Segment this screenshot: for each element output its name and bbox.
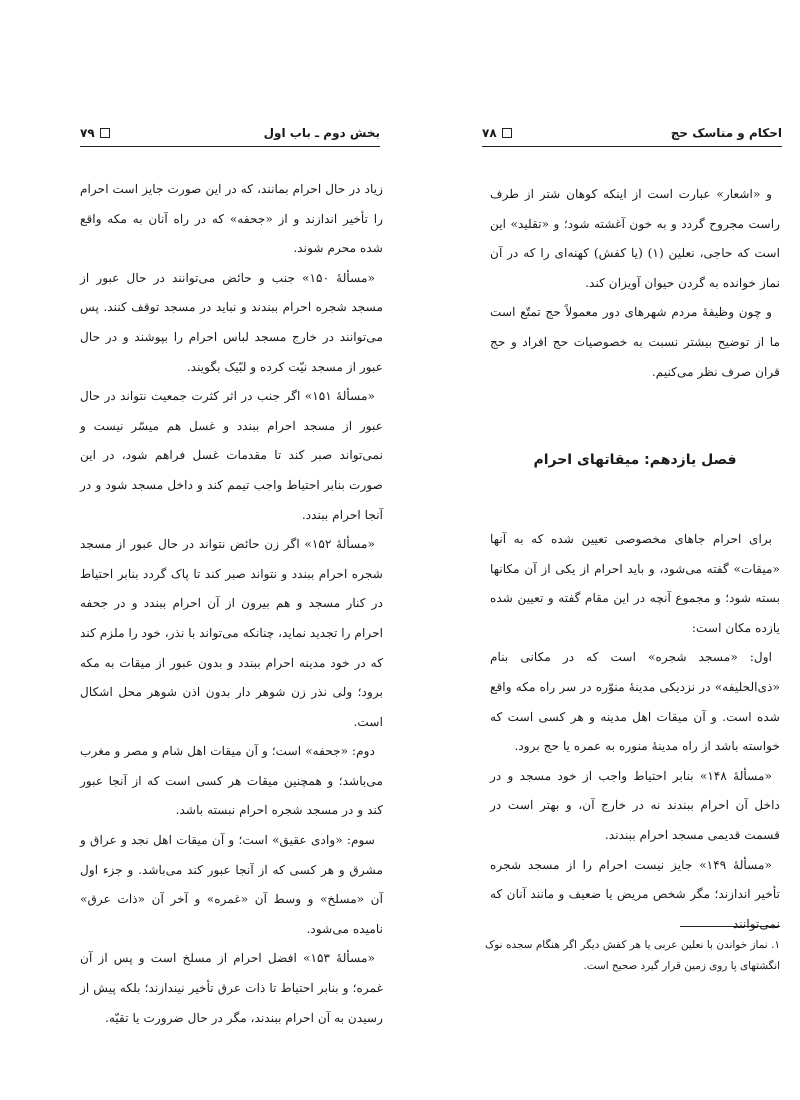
running-title: احکام و مناسک حج [670,126,782,140]
right-page-body-top [490,180,780,387]
paragraph: برای احرام جاهای مخصوصی تعیین شده که به آنها «میقات» گفته می‌شود، و باید احرام از یکی از آن مکانها بسته شود؛ و مجموع آنچه در این مقام گفته و تعیین شده یازده مکان است: [490,532,780,635]
paragraph: زیاد در حال احرام بمانند، که در این صورت جایز است احرام را تأخیر اندازند و از «جحفه» که در راه آنان به مکه واقع شده محرم شوند. [80,182,383,256]
paragraph: «مسألهٔ ۱۴۹» جایز نیست احرام را از مسجد شجره تأخیر اندازند؛ مگر شخص مریض یا ضعیف و مانند آنان که نمی‌توانند [490,857,780,931]
left-page-body [80,175,383,1033]
paragraph: و چون وظیفهٔ مردم شهرهای دور معمولاً حج تمتّع است ما از توضیح بیشتر نسبت به خصوصیات حج افراد و حج قران صرف نظر می‌کنیم. [490,305,780,379]
page-number: ۷۹ [80,126,110,140]
footnote: ۱. نماز خواندن با نعلین عربی یا هر کفش دیگر اگر هنگام سجده نوک انگشتهای پا روی زمین قرار گیرد صحیح است. [485,939,780,972]
paragraph: و «اشعار» عبارت است از اینکه کوهان شتر از طرف راست مجروح گردد و به خون آغشته شود؛ و «تقلید» این است که حاجی، نعلین (۱) (یا کفش) کهنه‌ای را که در آن نماز خوانده به گردن حیوان آویزان کند. [490,187,780,290]
footnote-divider [680,926,780,927]
chapter-title: فصل یازدهم: میقاتهای احرام [533,452,737,468]
page-number: ۷۸ [482,126,512,140]
paragraph: اول: «مسجد شجره» است که در مکانی بنام «ذی‌الحلیفه» در نزدیکی مدینهٔ منوّره در سر راه مکه واقع شده است. و آن میقات اهل مدینه و هر کسی است که خواسته باشد از راه مدینهٔ منوره به عمره یا حج برود. [490,650,780,754]
right-page [400,0,800,1100]
paragraph: سوم: «وادی عقیق» است؛ و آن میقات اهل نجد و عراق و مشرق و هر کسی که از آنجا عبور کند می‌باشد. و جزء اول آن «مسلخ» و وسط آن «غمره» و آخر آن «ذات عرق» نامیده می‌شود. [80,833,383,936]
paragraph: «مسألهٔ ۱۵۲» اگر زن حائض نتواند در حال عبور از مسجد شجره احرام ببندد و نتواند صبر کند تا پاک گردد بنابر احتیاط در کنار مسجد و هم بیرون از آن احرام ببندد و در جحفه احرام را تجدید نماید، چنانکه می‌تواند با نذر، خود را ملزم کند که در خود مدینه احرام ببندد و بدون عبور از میقات به مکه برود؛ ولی نذر زن شوهر دار بدون اذن شوهر محل اشکال است. [80,537,383,729]
running-title: بخش دوم ـ باب اول [263,126,380,140]
paragraph: «مسألهٔ ۱۴۸» بنابر احتیاط واجب از خود مسجد و در داخل آن احرام ببندند نه در خارج آن، و بهتر است در قسمت قدیمی مسجد احرام ببندند. [490,768,780,842]
square-ornament-icon [100,128,110,138]
square-ornament-icon [502,128,512,138]
paragraph: «مسألهٔ ۱۵۳» افضل احرام از مسلخ است و پس از آن غمره؛ و بنابر احتیاط تا ذات عرق تأخیر نیندازند؛ بلکه پیش از رسیدن به آن احرام ببندند، مگر در حال ضرورت یا تقیّه. [80,951,383,1025]
paragraph: دوم: «جحفه» است؛ و آن میقات اهل شام و مصر و مغرب می‌باشد؛ و همچنین میقات هر کسی است که از آنجا عبور کند و در مسجد شجره احرام نبسته باشد. [80,744,383,818]
right-page-body-bottom [490,525,780,939]
paragraph: «مسألهٔ ۱۵۱» اگر جنب در اثر کثرت جمعیت نتواند در حال عبور از مسجد احرام ببندد و غسل هم میسّر نیست و نمی‌تواند صبر کند تا مقدمات غسل فراهم شود، در این صورت بنابر احتیاط واجب تیمم کند و داخل مسجد شود و در آنجا احرام ببندد. [80,389,383,522]
paragraph: «مسألهٔ ۱۵۰» جنب و حائض می‌توانند در حال عبور از مسجد شجره احرام ببندند و نباید در مسجد توقف کنند. پس می‌توانند در خارج مسجد لباس احرام را بپوشند و در حال عبور از مسجد نیّت کرده و لبّیک بگویند. [80,270,383,374]
left-page-header [80,120,380,147]
right-page-header [482,120,782,147]
